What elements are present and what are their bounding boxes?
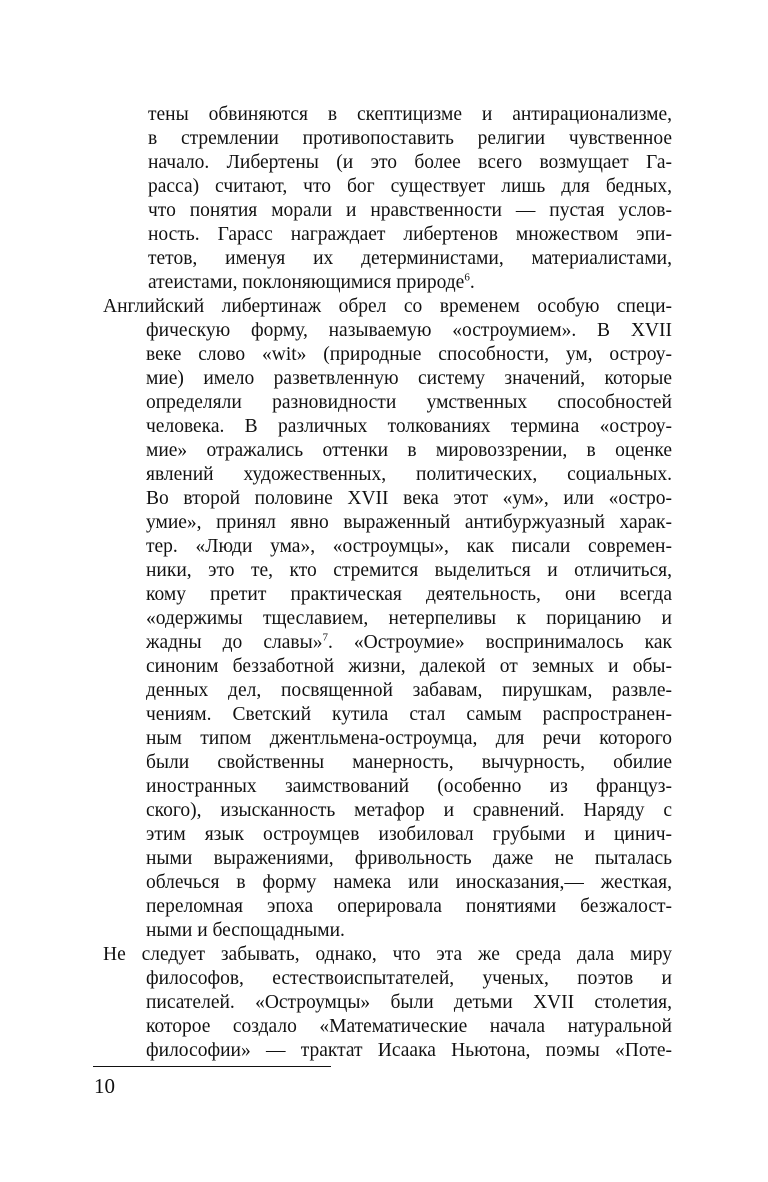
text-line: явлений художественных, политических, социальных. <box>146 464 672 485</box>
footnote-ref-6: 6 <box>464 271 470 284</box>
text-line: ность. Гарасс награждает либертенов множеством эпи- <box>148 224 672 245</box>
text-fragment: атеистами, поклоняющимися природе <box>148 272 465 293</box>
text-line: которое создало «Математические начала натуральной <box>146 1016 672 1037</box>
text-line: иностранных заимствований (особенно из француз- <box>146 776 672 797</box>
text-line: кому претит практическая деятельность, они всегда <box>146 584 672 605</box>
text-fragment: . «Остроумие» воспринималось как <box>327 632 672 653</box>
text-line: начало. Либертены (и это более всего возмущает Га- <box>148 152 672 173</box>
text-line: ники, это те, кто стремится выделиться и отличиться, <box>146 560 672 581</box>
text-line: облечься в форму намека или иносказания,— жесткая, <box>146 872 672 893</box>
text-line: синоним беззаботной жизни, далекой от земных и обы- <box>146 656 672 677</box>
text-line: тер. «Люди ума», «остроумцы», как писали современ- <box>146 536 672 557</box>
text-line: расса) считают, что бог существует лишь для бедных, <box>148 176 672 197</box>
text-line-last <box>148 271 672 295</box>
text-line: тетов, именуя их детерминистами, материалистами, <box>148 248 672 269</box>
text-line: «одержимы тщеславием, нетерпеливы к порицанию и <box>146 608 672 629</box>
text-line: тены обвиняются в скептицизме и антирационализме, <box>148 104 672 125</box>
text-line: человека. В различных толкованиях термина «остроу- <box>146 416 672 437</box>
text-line: чениям. Светский кутила стал самым распространен- <box>146 704 672 725</box>
text-line: философии» — трактат Исаака Ньютона, поэмы «Поте- <box>146 1040 672 1061</box>
text-line: веке слово «wit» (природные способности, ум, остроу- <box>146 344 672 365</box>
paragraph-first-line: Не следует забывать, однако, что эта же среда дала миру <box>103 944 672 965</box>
text-line: ными выражениями, фривольность даже не пыталась <box>146 848 672 869</box>
footnote-divider <box>93 1066 331 1067</box>
text-fragment: жадны до славы» <box>146 632 323 653</box>
text-line <box>146 631 672 655</box>
text-line-last: ными и беспощадными. <box>146 920 345 941</box>
text-line: что понятия морали и нравственности — пустая услов- <box>148 200 672 221</box>
text-line: философов, естествоиспытателей, ученых, поэтов и <box>146 968 672 989</box>
paragraph-first-line: Английский либертинаж обрел со временем особую специ- <box>103 296 672 317</box>
text-line: в стремлении противопоставить религии чувственное <box>148 128 672 149</box>
text-line: писателей. «Остроумцы» были детьми XVII столетия, <box>146 992 672 1013</box>
text-line: ского), изысканность метафор и сравнений. Наряду с <box>146 800 672 821</box>
text-line: мие) имело разветвленную систему значений, которые <box>146 368 672 389</box>
text-line: Во второй половине XVII века этот «ум», или «остро- <box>146 488 672 509</box>
text-line: умие», принял явно выраженный антибуржуазный харак- <box>146 512 672 533</box>
text-fragment: . <box>469 272 475 293</box>
text-line: фическую форму, называемую «остроумием». В XVII <box>146 320 672 341</box>
text-line: были свойственны манерность, вычурность, обилие <box>146 752 672 773</box>
text-line: этим язык остроумцев изобиловал грубыми и цинич- <box>146 824 672 845</box>
page-number: 10 <box>94 1074 115 1098</box>
text-line: мие» отражались оттенки в мировоззрении, в оценке <box>146 440 672 461</box>
text-line: определяли разновидности умственных способностей <box>146 392 672 413</box>
text-line: переломная эпоха оперировала понятиями безжалост- <box>146 896 672 917</box>
text-line: ным типом джентльмена-остроумца, для речи которого <box>146 728 672 749</box>
text-line: денных дел, посвященной забавам, пирушкам, развле- <box>146 680 672 701</box>
footnote-ref-7: 7 <box>322 631 328 644</box>
